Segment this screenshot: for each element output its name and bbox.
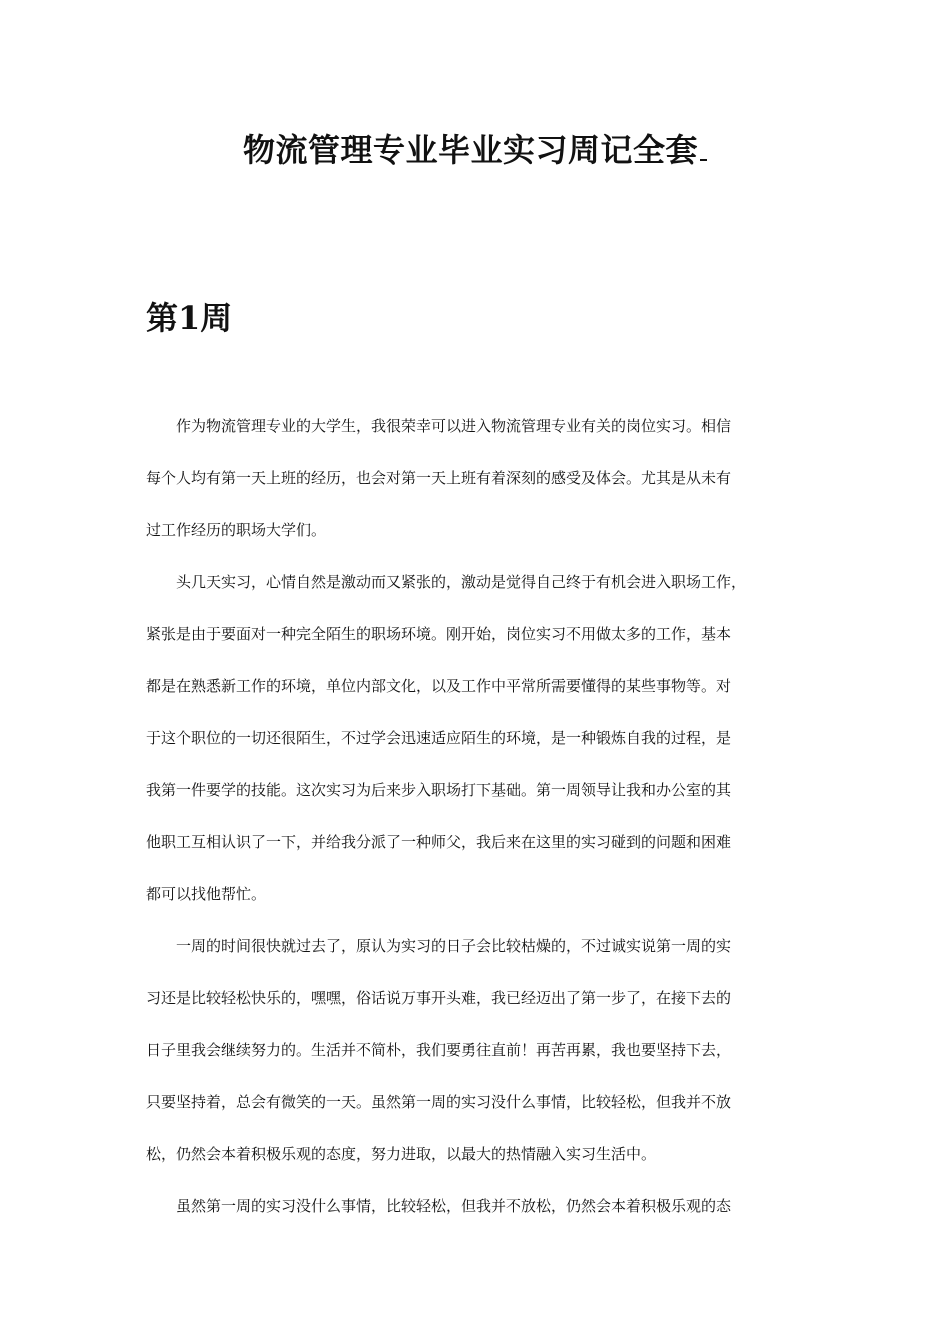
document-title-text: 物流管理专业毕业实习周记全套 [242,131,698,169]
paragraph-line: 习还是比较轻松快乐的，嘿嘿，俗话说万事开头难，我已经迈出了第一步了，在接下去的 [146,989,732,1007]
week-heading: 第1周 [146,299,233,337]
paragraph-line: 每个人均有第一天上班的经历，也会对第一天上班有着深刻的感受及体会。尤其是从未有 [146,469,732,487]
paragraph-4 [146,1180,806,1232]
paragraph-line: 虽然第一周的实习没什么事情，比较轻松，但我并不放松，仍然会本着积极乐观的态 [176,1197,732,1215]
paragraph-1 [146,400,806,556]
paragraph-line: 作为物流管理专业的大学生，我很荣幸可以进入物流管理专业有关的岗位实习。相信 [176,417,732,435]
paragraph-2 [146,556,806,920]
paragraph-line: 头几天实习，心情自然是激动而又紧张的，激动是觉得自己终于有机会进入职场工作， [176,573,747,591]
paragraph-line: 日子里我会继续努力的。生活并不简朴，我们要勇往直前！再苦再累，我也要坚持下去， [146,1041,732,1059]
paragraph-line: 一周的时间很快就过去了，原认为实习的日子会比较枯燥的，不过诚实说第一周的实 [176,937,732,955]
paragraph-line: 我第一件要学的技能。这次实习为后来步入职场打下基础。第一周领导让我和办公室的其 [146,781,732,799]
paragraph-line: 他职工互相认识了一下，并给我分派了一种师父，我后来在这里的实习碰到的问题和困难 [146,833,732,851]
paragraph-line: 都可以找他帮忙。 [146,885,267,903]
document-title [0,128,950,172]
paragraph-line: 紧张是由于要面对一种完全陌生的职场环境。刚开始，岗位实习不用做太多的工作，基本 [146,625,732,643]
paragraph-line: 过工作经历的职场大学们。 [146,521,327,539]
paragraph-line: 松，仍然会本着积极乐观的态度，努力进取，以最大的热情融入实习生活中。 [146,1145,657,1163]
paragraph-line: 都是在熟悉新工作的环境，单位内部文化，以及工作中平常所需要懂得的某些事物等。对 [146,677,732,695]
paragraph-line: 于这个职位的一切还很陌生，不过学会迅速适应陌生的环境，是一种锻炼自我的过程，是 [146,729,732,747]
body-text [146,400,806,1232]
paragraph-line: 只要坚持着，总会有微笑的一天。虽然第一周的实习没什么事情，比较轻松，但我并不放 [146,1093,732,1111]
title-trailing-mark [700,159,707,161]
paragraph-3 [146,920,806,1180]
